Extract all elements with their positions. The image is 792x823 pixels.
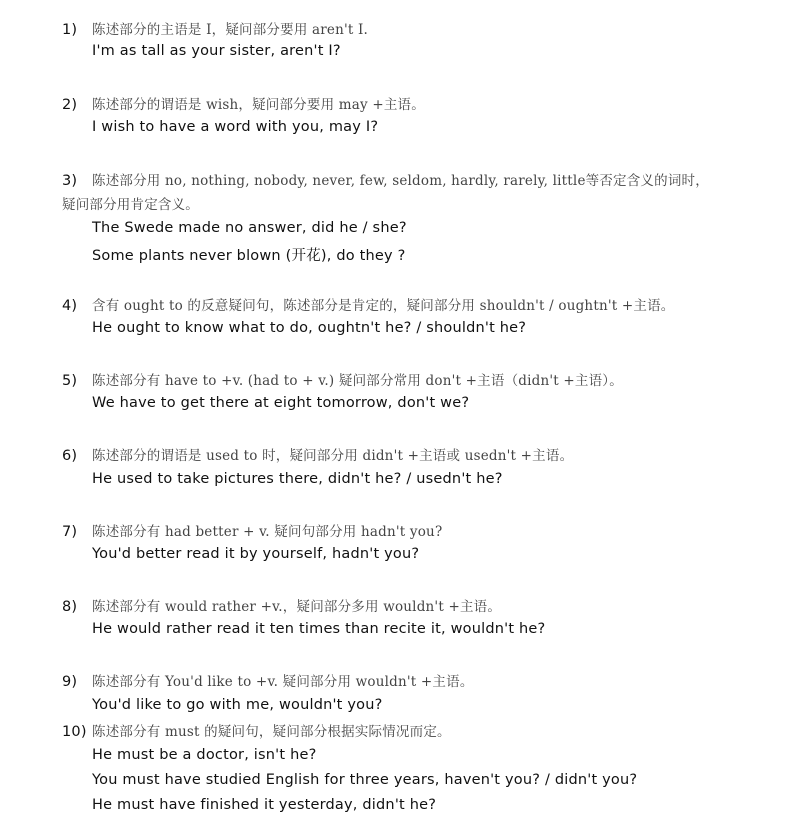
example-sentence: The Swede made no answer, did he / she? bbox=[92, 220, 407, 236]
rule-text: 陈述部分有 would rather +v.，疑问部分多用 wouldn't +主语。 bbox=[92, 599, 502, 615]
rule-number: 5) bbox=[62, 373, 78, 389]
rule-2 bbox=[62, 93, 425, 113]
example-sentence: You'd like to go with me, wouldn't you? bbox=[92, 697, 383, 713]
rule-text-continued: 疑问部分用肯定含义。 bbox=[62, 197, 199, 213]
example-sentence: Some plants never blown (开花), do they ? bbox=[92, 248, 406, 264]
example-sentence: He used to take pictures there, didn't he? / usedn't he? bbox=[92, 471, 503, 487]
rule-text: 陈述部分的主语是 I，疑问部分要用 aren't I. bbox=[92, 22, 369, 38]
rule-number: 3) bbox=[62, 173, 78, 189]
rule-number: 10) bbox=[62, 724, 87, 740]
example-sentence: We have to get there at eight tomorrow, don't we? bbox=[92, 395, 470, 411]
rule-6 bbox=[62, 444, 573, 464]
rule-number: 8) bbox=[62, 599, 78, 615]
example-sentence: He must have finished it yesterday, didn't he? bbox=[92, 797, 437, 813]
rule-10 bbox=[62, 720, 451, 740]
rule-4 bbox=[62, 294, 674, 314]
rule-number: 6) bbox=[62, 448, 78, 464]
example-sentence: He ought to know what to do, oughtn't he? / shouldn't he? bbox=[92, 320, 527, 336]
example-sentence: He would rather read it ten times than recite it, wouldn't he? bbox=[92, 621, 546, 637]
example-sentence: He must be a doctor, isn't he? bbox=[92, 747, 317, 763]
rule-number: 2) bbox=[62, 97, 78, 113]
rule-text: 陈述部分有 You'd like to +v. 疑问部分用 wouldn't +主语。 bbox=[92, 674, 474, 690]
example-sentence: You must have studied English for three years, haven't you? / didn't you? bbox=[92, 772, 638, 788]
rule-text: 陈述部分有 had better + v. 疑问句部分用 hadn't you? bbox=[92, 524, 443, 540]
rule-number: 7) bbox=[62, 524, 78, 540]
example-sentence: I'm as tall as your sister, aren't I? bbox=[92, 43, 341, 59]
rule-5 bbox=[62, 369, 623, 389]
rule-text: 陈述部分有 must 的疑问句，疑问部分根据实际情况而定。 bbox=[92, 724, 451, 740]
example-sentence: You'd better read it by yourself, hadn't you? bbox=[92, 546, 420, 562]
rule-8 bbox=[62, 595, 501, 615]
rule-1 bbox=[62, 18, 368, 38]
rule-text: 陈述部分用 no, nothing, nobody, never, few, seldom, hardly, rarely, little等否定含义的词时， bbox=[92, 173, 709, 189]
rule-number: 4) bbox=[62, 298, 78, 314]
rule-9 bbox=[62, 670, 474, 690]
rule-text: 陈述部分的谓语是 wish，疑问部分要用 may +主语。 bbox=[92, 97, 425, 113]
rule-text: 陈述部分的谓语是 used to 时，疑问部分用 didn't +主语或 usedn't +主语。 bbox=[92, 448, 574, 464]
rule-number: 1) bbox=[62, 22, 78, 38]
rule-3 bbox=[62, 169, 709, 189]
rule-text: 陈述部分有 have to +v. (had to + v.) 疑问部分常用 don't +主语（didn't +主语）。 bbox=[92, 373, 623, 389]
rule-7 bbox=[62, 520, 442, 540]
rule-text: 含有 ought to 的反意疑问句，陈述部分是肯定的，疑问部分用 shouldn't / oughtn't +主语。 bbox=[92, 298, 675, 314]
rule-number: 9) bbox=[62, 674, 78, 690]
example-sentence: I wish to have a word with you, may I? bbox=[92, 119, 379, 135]
